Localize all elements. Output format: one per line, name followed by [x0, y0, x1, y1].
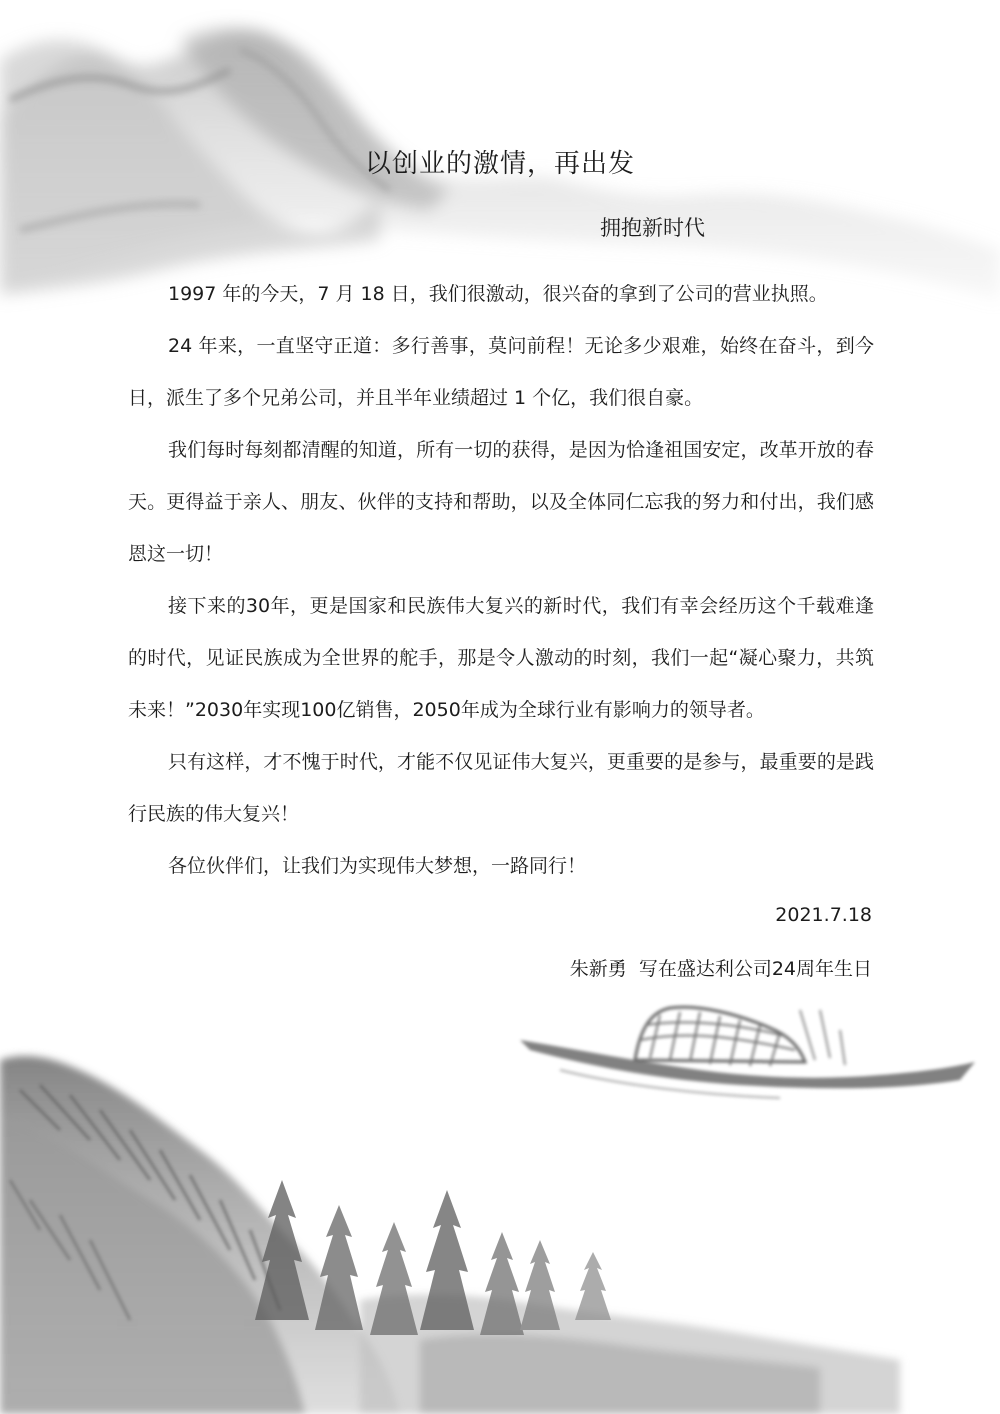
letter-signature	[570, 954, 872, 984]
author-name: 朱新勇	[569, 958, 627, 980]
paragraph-5: 只有这样，才不愧于时代，才能不仅见证伟大复兴，更重要的是参与，最重要的是践行民族的伟大复兴！	[128, 751, 874, 825]
paragraph-3: 我们每时每刻都清醒的知道，所有一切的获得，是因为恰逢祖国安定，改革开放的春天。更得益于亲人、朋友、伙伴的支持和帮助，以及全体同仁忘我的努力和付出，我们感恩这一切！	[128, 439, 874, 565]
paragraph-6: 各位伙伴们，让我们为实现伟大梦想，一路同行！	[168, 855, 587, 877]
letter-subtitle: 拥抱新时代	[600, 216, 705, 240]
fishing-boat	[520, 1007, 975, 1098]
letter-title: 以创业的激情，再出发	[364, 149, 635, 179]
letter-date: 2021.7.18	[775, 904, 872, 926]
signature-note: 写在盛达利公司24周年生日	[638, 958, 872, 980]
paragraph-1: 1997 年的今天，7 月 18 日，我们很激动，很兴奋的拿到了公司的营业执照。	[168, 283, 828, 305]
paragraph-2: 24 年来，一直坚守正道：多行善事，莫问前程！无论多少艰难，始终在奋斗，到今日，派生了多个兄弟公司，并且半年业绩超过 1 个亿，我们很自豪。	[128, 335, 874, 409]
paragraph-4: 接下来的30年，更是国家和民族伟大复兴的新时代，我们有幸会经历这个千载难逢的时代，见证民族成为全世界的舵手，那是令人激动的时刻，我们一起“凝心聚力，共筑未来！”2030年实现100亿销售，2050年成为全球行业有影响力的领导者。	[128, 595, 874, 721]
letter-body	[128, 268, 874, 892]
